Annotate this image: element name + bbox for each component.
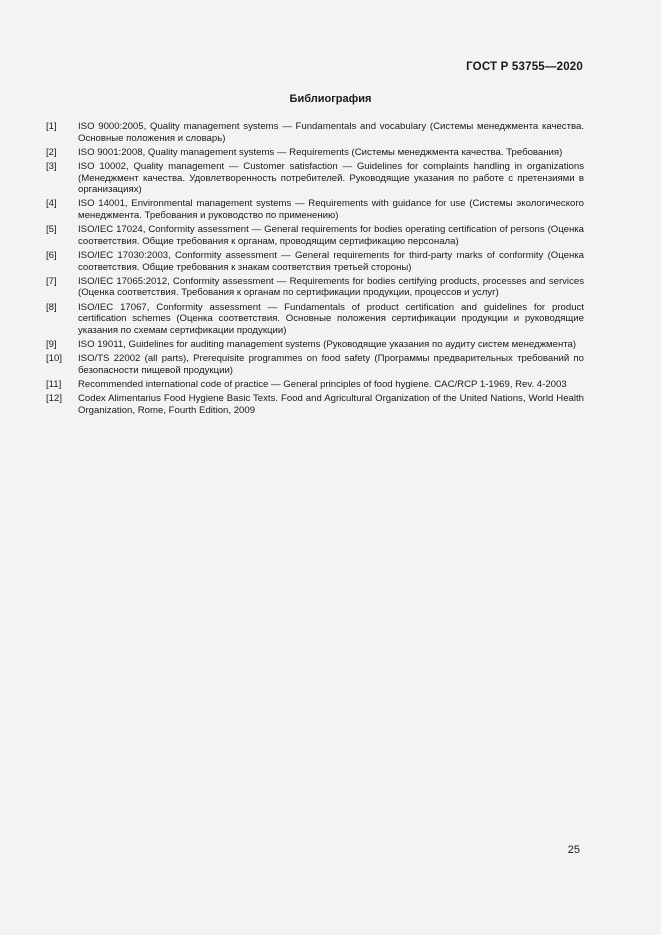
bibliography-item <box>46 339 584 351</box>
bibliography-item-number: [8] <box>46 301 57 313</box>
bibliography-item <box>46 393 584 416</box>
bibliography-item <box>46 379 584 391</box>
bibliography-item-number: [4] <box>46 198 57 210</box>
bibliography-item-text: ISO/IEC 17030:2003, Conformity assessment — General requirements for third-party marks of conformity (Оценка соответствия. Общие требования к знакам соответствия третьей стороны) <box>78 249 584 273</box>
bibliography-item <box>46 250 584 273</box>
bibliography-item-number: [7] <box>46 275 57 287</box>
bibliography-item <box>46 198 584 221</box>
bibliography-list <box>46 121 584 419</box>
bibliography-item-number: [12] <box>46 393 63 405</box>
bibliography-item <box>46 121 584 144</box>
bibliography-item-number: [5] <box>46 224 57 236</box>
bibliography-item <box>46 302 584 337</box>
bibliography-item <box>46 161 584 196</box>
bibliography-item-text: ISO 10002, Quality management — Customer satisfaction — Guidelines for complaints handling in organizations (Менеджмент качества. Удовлетворенность потребителей. Руководящие указания по работе с претензиями в организациях) <box>78 160 584 196</box>
bibliography-item-text: ISO 9001:2008, Quality management systems — Requirements (Системы менеджмента качества. Требования) <box>78 146 563 158</box>
bibliography-item-text: ISO 19011, Guidelines for auditing management systems (Руководящие указания по аудиту систем менеджмента) <box>78 339 577 351</box>
bibliography-item-number: [6] <box>46 249 57 261</box>
bibliography-item-text: ISO/TS 22002 (all parts), Prerequisite programmes on food safety (Программы предварительных требований по безопасности пищевой продукции) <box>78 353 584 376</box>
bibliography-item-text: ISO 14001, Environmental management systems — Requirements with guidance for use (Системы экологического менеджмента. Требования и руководство по применению) <box>78 198 584 222</box>
bibliography-item-text: ISO/IEC 17067, Conformity assessment — Fundamentals of product certification and guidelines for product certification schemes (Оценка соответствия. Основные положения сертификации продукции и руководящие указания по схемам сертификации продукции) <box>78 301 584 336</box>
document-code: ГОСТ Р 53755—2020 <box>466 61 583 73</box>
page-number: 25 <box>567 844 580 856</box>
bibliography-item <box>46 147 584 159</box>
bibliography-item-text: Recommended international code of practice — General principles of food hygiene. CAC/RCP 1-1969, Rev. 4-2003 <box>78 378 567 390</box>
bibliography-item-number: [2] <box>46 146 57 158</box>
bibliography-item-number: [10] <box>46 353 63 365</box>
bibliography-item-number: [11] <box>46 378 62 390</box>
bibliography-item-text: ISO/IEC 17065:2012, Conformity assessment — Requirements for bodies certifying products, processes and services (Оценка соответствия. Требования к органам по сертификации продукции, процессов и услуг) <box>78 275 584 299</box>
bibliography-title: Библиография <box>289 93 372 105</box>
bibliography-item-text: Codex Alimentarius Food Hygiene Basic Texts. Food and Agricultural Organization of the United Nations, World Health Organization, Rome, Fourth Edition, 2009 <box>78 393 584 416</box>
bibliography-item <box>46 353 584 376</box>
bibliography-item <box>46 276 584 299</box>
bibliography-item <box>46 224 584 247</box>
bibliography-item-number: [1] <box>46 121 57 132</box>
bibliography-item-text: ISO 9000:2005, Quality management systems — Fundamentals and vocabulary (Системы менеджмента качества. Основные положения и словарь) <box>78 121 584 144</box>
bibliography-item-number: [9] <box>46 339 57 351</box>
bibliography-item-number: [3] <box>46 160 57 172</box>
bibliography-item-text: ISO/IEC 17024, Conformity assessment — General requirements for bodies operating certification of persons (Оценка соответствия. Общие требования к органам, проводящим сертификацию персонала) <box>78 224 584 247</box>
